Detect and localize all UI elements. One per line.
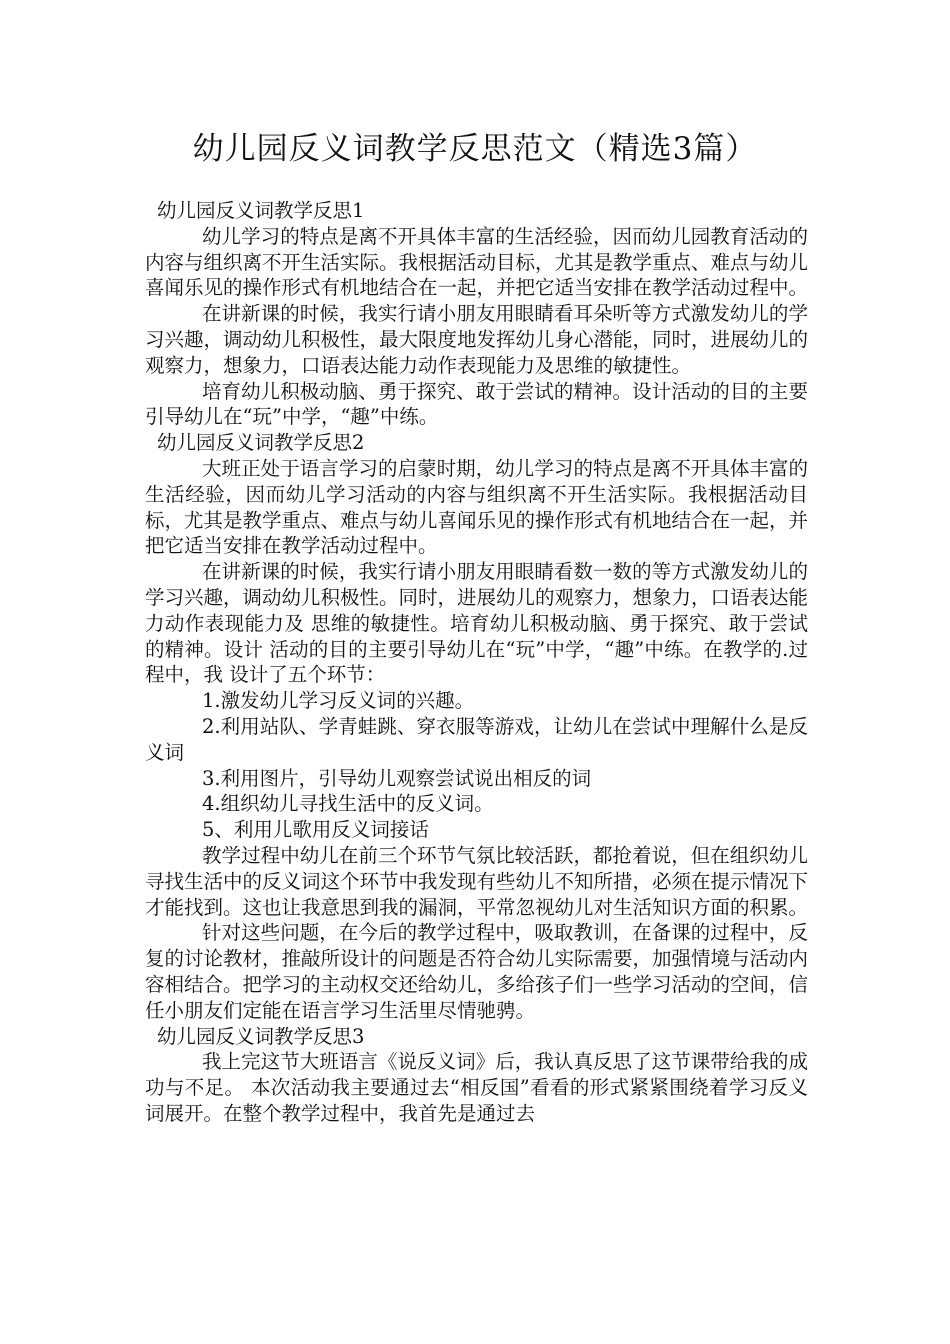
document-title: 幼儿园反义词教学反思范文（精选3篇） bbox=[192, 131, 758, 167]
list-item: 3.利用图片，引导幼儿观察尝试说出相反的词 bbox=[202, 766, 592, 790]
section-heading: 幼儿园反义词教学反思1 bbox=[157, 199, 365, 222]
section-heading: 幼儿园反义词教学反思2 bbox=[157, 431, 365, 455]
paragraph: 教学过程中幼儿在前三个环节气氛比较活跃，都抢着说，但在组织幼儿寻找生活中的反义词这个环节中我发现有些幼儿不知所措，必须在提示情况下才能找到。这也让我意思到我的漏洞，平常忽视幼儿对生活知识方面的积累。 bbox=[145, 843, 809, 919]
paragraph: 幼儿学习的特点是离不开具体丰富的生活经验，因而幼儿园教育活动的内容与组织离不开生活实际。我根据活动目标，尤其是教学重点、难点与幼儿喜闻乐见的操作形式有机地结合在一起，并把它适当安排在教学活动过程中。 bbox=[145, 224, 809, 300]
paragraph: 在讲新课的时候，我实行请小朋友用眼睛看耳朵听等方式激发幼儿的学习兴趣，调动幼儿积极性，最大限度地发挥幼儿身心潜能，同时，进展幼儿的观察力，想象力，口语表达能力动作表现能力及思维的敏捷性。 bbox=[145, 302, 809, 377]
paragraph: 培育幼儿积极动脑、勇于探究、敢于尝试的精神。设计活动的目的主要引导幼儿在“玩”中学，“趣”中练。 bbox=[145, 379, 808, 429]
list-item: 2.利用站队、学青蛙跳、穿衣服等游戏，让幼儿在尝试中理解什么是反义词 bbox=[145, 714, 808, 764]
list-item: 1.激发幼儿学习反义词的兴趣。 bbox=[202, 689, 475, 713]
paragraph: 针对这些问题，在今后的教学过程中，吸取教训，在备课的过程中，反复的讨论教材，推敲所设计的问题是否符合幼儿实际需要，加强情境与活动内容相结合。把学习的主动权交还给幼儿，多给孩子们一些学习活动的空间，信任小朋友们定能在语言学习生活里尽情驰骋。 bbox=[145, 921, 809, 1022]
document-body bbox=[145, 198, 808, 1127]
list-item: 4.组织幼儿寻找生活中的反义词。 bbox=[202, 792, 494, 816]
paragraph: 大班正处于语言学习的启蒙时期，幼儿学习的特点是离不开具体丰富的生活经验，因而幼儿学习活动的内容与组织离不开生活实际。我根据活动目标，尤其是教学重点、难点与幼儿喜闻乐见的操作形式有机地结合在一起，并把它适当安排在教学活动过程中。 bbox=[145, 456, 809, 558]
paragraph: 在讲新课的时候，我实行请小朋友用眼睛看数一数的等方式激发幼儿的学习兴趣，调动幼儿积极性。同时，进展幼儿的观察力，想象力，口语表达能力动作表现能力及 思维的敏捷性。培育幼儿积极动脑、勇于探究、敢于尝试的精神。设计 活动的目的主要引导幼儿在“玩”中学，“趣”中练。在教学的.过程中，我 设计了五个环节： bbox=[145, 560, 809, 687]
section-heading: 幼儿园反义词教学反思3 bbox=[157, 1024, 365, 1048]
paragraph: 我上完这节大班语言《说反义词》后，我认真反思了这节课带给我的成功与不足。 本次活动我主要通过去“相反国”看看的形式紧紧围绕着学习反义词展开。在整个教学过程中，我首先是通过去 bbox=[145, 1050, 808, 1125]
list-item: 5、利用儿歌用反义词接话 bbox=[202, 818, 429, 842]
